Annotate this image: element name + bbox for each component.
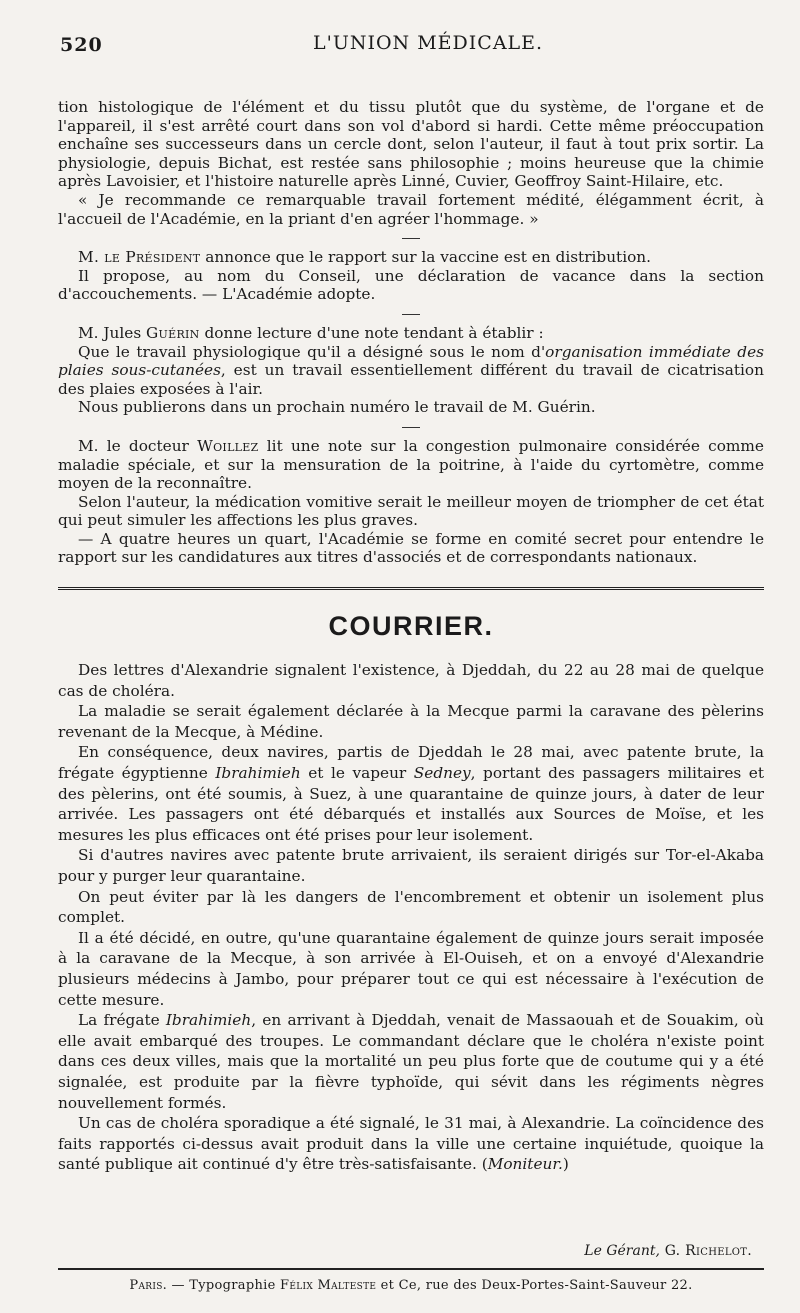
paragraph: M. le Président annonce que le rapport sur la vaccine est en distribution. bbox=[78, 248, 652, 267]
courrier-section bbox=[58, 660, 764, 1175]
source-name: Moniteur. bbox=[487, 1155, 563, 1174]
ship-name: Ibrahimieh bbox=[165, 1011, 252, 1030]
academy-section bbox=[58, 98, 764, 567]
paragraph: « Je recommande ce remarquable travail fortement médité, élégamment écrit, à l'accueil de l'Académie, en la priant d'en agréer l'hommage. » bbox=[58, 190, 764, 228]
section-divider bbox=[58, 587, 764, 590]
ship-name: Ibrahimieh bbox=[215, 764, 301, 783]
signature-role: Le Gérant, bbox=[584, 1242, 660, 1259]
paragraph: Il propose, au nom du Conseil, une déclaration de vacance dans la section d'accouchements. — L'Académie adopte. bbox=[58, 266, 764, 304]
page-header bbox=[58, 24, 764, 58]
paragraph: Des lettres d'Alexandrie signalent l'existence, à Djeddah, du 22 au 28 mai de quelque cas de choléra. bbox=[58, 661, 764, 700]
paragraph: On peut éviter par là les dangers de l'encombrement et obtenir un isolement plus complet. bbox=[58, 887, 764, 927]
printer-imprint: Paris. — Typographie Félix Malteste et Ce, rue des Deux-Portes-Saint-Sauveur 22. bbox=[129, 1277, 693, 1293]
paragraph: La maladie se serait également déclarée à la Mecque parmi la caravane des pèlerins revenant de la Mecque, à Médine. bbox=[58, 702, 764, 741]
page-number: 520 bbox=[60, 34, 103, 56]
paragraph: M. le docteur Woillez lit une note sur la congestion pulmonaire considérée comme maladie spéciale, et sur la mensuration de la poitrine, à l'aide du cyrtomètre, comme moyen de la reconnaître. bbox=[58, 436, 764, 493]
paragraph: En conséquence, deux navires, partis de Djeddah le 28 mai, avec patente brute, la frégate égyptienne Ibrahimieh et le vapeur Sedney, portant des passagers militaires et des pèlerins, ont été soumis, à Suez, à une quarantaine de quinze jours, à dater de leur arrivée. Les passagers ont été débarqués et installés aux Sources de Moïse, et les mesures les plus efficaces ont été prises pour leur isolement. bbox=[58, 743, 764, 844]
paragraph: Il a été décidé, en outre, qu'une quarantaine également de quinze jours serait imposée à la caravane de la Mecque, à son arrivée à El-Ouiseh, et on a envoyé d'Alexandrie plusieurs médecins à Jambo, pour préparer tout ce qui est nécessaire à l'exécution de cette mesure. bbox=[58, 928, 764, 1009]
paragraph: Un cas de choléra sporadique a été signalé, le 31 mai, à Alexandrie. La coïncidence des faits rapportés ci-dessus avait produit dans la ville une certaine inquiétude, quoique la santé publique ait continué d'y être très-satisfaisante. (Moniteur.) bbox=[58, 1114, 764, 1174]
paragraph: M. Jules Guérin donne lecture d'une note tendant à établir : bbox=[78, 323, 544, 342]
separator bbox=[402, 314, 420, 315]
speaker-name: Guérin bbox=[146, 323, 200, 342]
paragraph: tion histologique de l'élément et du tissu plutôt que du système, de l'organe et de l'appareil, il s'est arrêté court dans son vol d'abord si hardi. Cette même préoccupation enchaîne ses successeurs dans un cercle dont, selon l'auteur, il faut à tout prix sortir. La physiologie, depuis Bichat, est restée sans philosophie ; moins heureuse que la chimie après Lavoisier, et l'histoire naturelle après Linné, Cuvier, Geoffroy Saint-Hilaire, etc. bbox=[58, 98, 764, 191]
paragraph: Nous publierons dans un prochain numéro le travail de M. Guérin. bbox=[78, 398, 596, 417]
speaker-title: M. le Président bbox=[78, 248, 201, 267]
printer-name: Félix Malteste bbox=[280, 1277, 377, 1293]
paragraph: Selon l'auteur, la médication vomitive serait le meilleur moyen de triompher de cet état qui peut simuler les affections les plus graves. bbox=[58, 492, 764, 530]
signature-name: G. Richelot. bbox=[659, 1242, 752, 1259]
footer-rule bbox=[58, 1268, 764, 1270]
section-title: COURRIER. bbox=[328, 611, 494, 642]
paragraph: — A quatre heures un quart, l'Académie se forme en comité secret pour entendre le rapport sur les candidatures aux titres d'associés et de correspondants nationaux. bbox=[58, 529, 764, 567]
paragraph: La frégate Ibrahimieh, en arrivant à Djeddah, venait de Massaouah et de Souakim, où elle avait embarqué des troupes. Le commandant déclare que le choléra n'existe point dans ces deux villes, mais que la mortalité un peu plus forte que de coutume qui y a été signalée, est produite par la fièvre typhoïde, qui sévit dans les régiments nègres nouvellement formés. bbox=[58, 1011, 764, 1112]
paragraph: Que le travail physiologique qu'il a désigné sous le nom d'organisation immédiate des plaies sous-cutanées, est un travail essentiellement différent du travail de cicatrisation des plaies exposées à l'air. bbox=[58, 342, 764, 398]
signature bbox=[58, 1243, 752, 1259]
paragraph: Si d'autres navires avec patente brute arrivaient, ils seraient dirigés sur Tor-el-Akaba pour y purger leur quarantaine. bbox=[58, 846, 764, 885]
running-title: L'UNION MÉDICALE. bbox=[313, 32, 544, 54]
separator bbox=[402, 238, 420, 239]
speaker-name: Woillez bbox=[197, 436, 259, 455]
ship-name: Sedney bbox=[413, 764, 471, 783]
italic-term: organisation immédiate des plaies sous-cutanées bbox=[58, 342, 764, 380]
separator bbox=[402, 427, 420, 428]
